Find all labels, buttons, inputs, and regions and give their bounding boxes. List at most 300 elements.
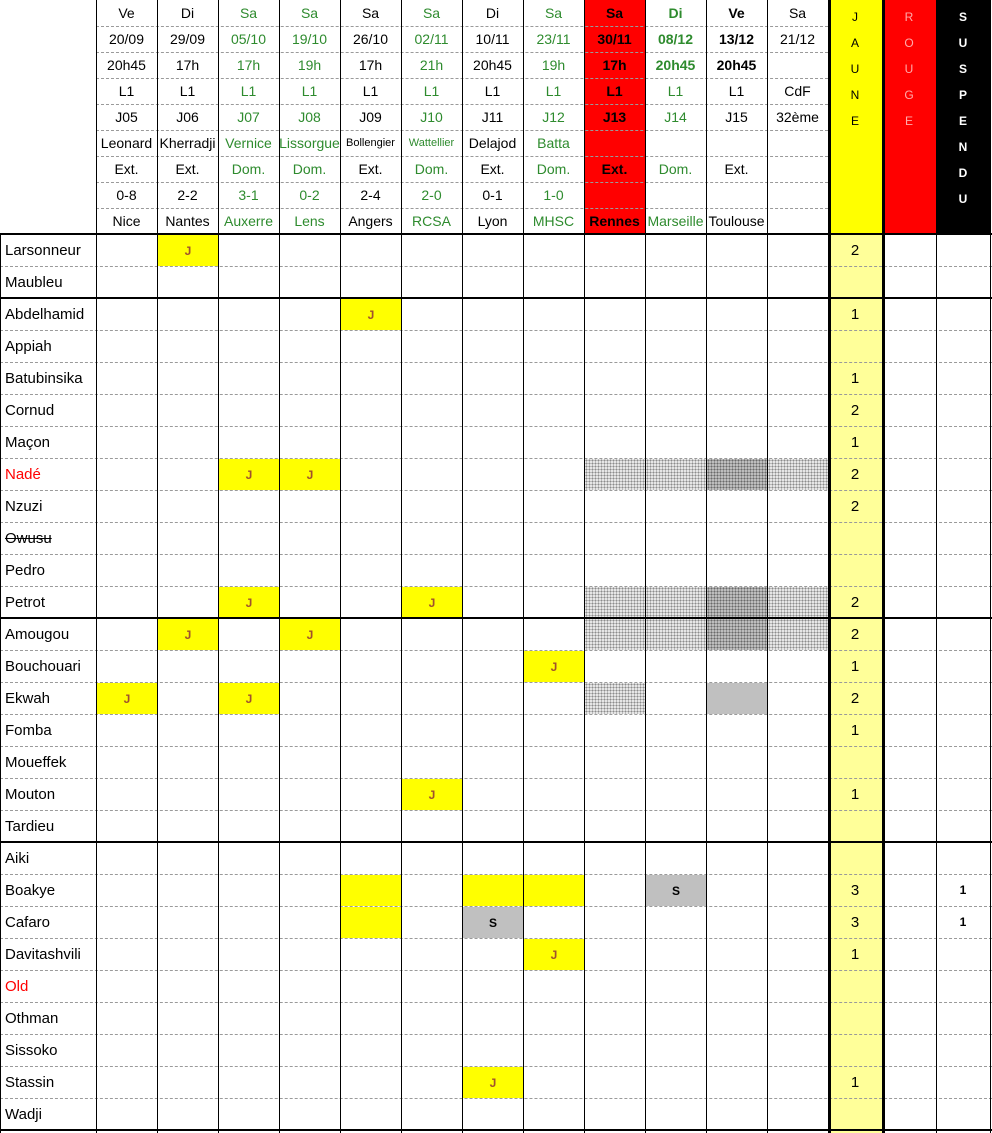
card-cell (768, 299, 828, 330)
card-cell (646, 555, 706, 586)
match-referee (767, 130, 828, 156)
card-cell (524, 779, 584, 810)
match-day: Ve (118, 5, 135, 21)
card-cell (707, 971, 767, 1002)
match-date: 29/09 (169, 31, 206, 47)
rouge-header-letter: G (904, 88, 914, 102)
card-cell (585, 555, 645, 586)
red-total (882, 586, 936, 618)
card-cell (219, 875, 279, 906)
grid-line (0, 1002, 992, 1003)
match-day: Sa (361, 5, 380, 21)
card-cell (280, 971, 340, 1002)
card-cell: J (219, 683, 279, 714)
match-day: Sa (605, 5, 624, 21)
card-cell (768, 459, 828, 490)
yellow-total (828, 810, 882, 842)
match-day: Sa (788, 5, 807, 21)
red-total (882, 490, 936, 522)
match-opponent: Toulouse (708, 213, 765, 229)
card-cell (707, 939, 767, 970)
suspension-total (936, 714, 990, 746)
player-name: Sissoko (5, 1041, 58, 1059)
card-cell (97, 619, 157, 650)
card-cell (158, 459, 218, 490)
card-cell (768, 1099, 828, 1130)
card-cell: J (97, 683, 157, 714)
card-cell (646, 747, 706, 778)
yellow-total: 1 (850, 305, 860, 323)
red-total (882, 714, 936, 746)
card-cell (402, 427, 462, 458)
match-day: Di (668, 5, 683, 21)
match-round: J10 (420, 109, 443, 125)
card-cell (402, 939, 462, 970)
match-time: 20h45 (107, 57, 146, 73)
card-cell (402, 811, 462, 842)
card-cell (768, 1003, 828, 1034)
match-comp: L1 (301, 83, 318, 99)
card-cell (97, 875, 157, 906)
card-cell (707, 523, 767, 554)
card-cell (341, 811, 401, 842)
match-venue: Ext. (358, 161, 383, 177)
card-cell (402, 1003, 462, 1034)
card-cell (707, 1035, 767, 1066)
match-referee: Delajod (468, 135, 517, 151)
card-cell: J (524, 651, 584, 682)
suspension-total (936, 618, 990, 650)
card-cell (524, 1099, 584, 1130)
card-cell (524, 747, 584, 778)
match-comp: L1 (667, 83, 684, 99)
card-cell: J (219, 459, 279, 490)
card-cell (585, 683, 645, 714)
card-cell (97, 779, 157, 810)
player-name: Old (5, 977, 29, 995)
match-round: J12 (542, 109, 565, 125)
card-cell (707, 651, 767, 682)
card-cell (524, 587, 584, 618)
suspension-total (936, 1098, 990, 1130)
card-cell (402, 363, 462, 394)
card-cell (768, 523, 828, 554)
card-cell (219, 1067, 279, 1098)
yellow-total (828, 970, 882, 1002)
card-cell (341, 1035, 401, 1066)
card-cell (97, 459, 157, 490)
card-cell (158, 875, 218, 906)
card-cell (768, 747, 828, 778)
grid-line (0, 938, 992, 939)
card-cell (707, 587, 767, 618)
suspension-total (936, 330, 990, 362)
card-cell (768, 395, 828, 426)
card-cell (646, 491, 706, 522)
suspension-total (936, 522, 990, 554)
yellow-total (828, 554, 882, 586)
card-cell (280, 523, 340, 554)
yellow-total (828, 1034, 882, 1066)
card-cell (707, 555, 767, 586)
card-cell (768, 843, 828, 874)
card-cell (707, 1099, 767, 1130)
card-cell (97, 811, 157, 842)
card-cell: J (219, 587, 279, 618)
card-cell (524, 267, 584, 298)
card-cell (646, 1067, 706, 1098)
card-cell (280, 715, 340, 746)
yellow-total (828, 330, 882, 362)
card-cell (646, 1099, 706, 1130)
red-total (882, 970, 936, 1002)
card-cell (158, 843, 218, 874)
yellow-total: 2 (850, 689, 860, 707)
suspension-total (936, 778, 990, 810)
match-referee: Lissorgue (279, 135, 340, 151)
card-cell (97, 235, 157, 266)
red-total (882, 330, 936, 362)
card-cell (646, 779, 706, 810)
card-cell (646, 939, 706, 970)
grid-line (0, 330, 992, 331)
card-cell (646, 1035, 706, 1066)
match-score: 2-2 (177, 187, 198, 203)
card-cell (280, 811, 340, 842)
jaune-header (828, 4, 882, 234)
suspension-total (936, 682, 990, 714)
match-time: 17h (358, 57, 383, 73)
card-cell (707, 299, 767, 330)
card-cell (585, 907, 645, 938)
card-cell (97, 747, 157, 778)
yellow-total: 2 (850, 593, 860, 611)
card-cell (341, 363, 401, 394)
card-cell (97, 427, 157, 458)
card-cell (524, 331, 584, 362)
card-cell (585, 843, 645, 874)
card-cell (280, 363, 340, 394)
card-cell (646, 683, 706, 714)
card-cell (158, 971, 218, 1002)
card-cell (341, 651, 401, 682)
card-cell (280, 1035, 340, 1066)
match-venue: Ext. (480, 161, 505, 177)
card-cell (402, 683, 462, 714)
card-cell (646, 715, 706, 746)
card-cell (341, 491, 401, 522)
card-cell (97, 395, 157, 426)
match-round: J07 (237, 109, 260, 125)
card-cell (219, 1099, 279, 1130)
card-cell (646, 619, 706, 650)
card-cell (97, 907, 157, 938)
card-cell (768, 619, 828, 650)
match-opponent: Lens (294, 213, 325, 229)
card-cell (402, 651, 462, 682)
suspension-total: 1 (959, 883, 967, 897)
card-cell (707, 683, 767, 714)
card-cell (402, 555, 462, 586)
match-day: Sa (300, 5, 319, 21)
card-cell (158, 427, 218, 458)
card-cell (402, 907, 462, 938)
player-name: Othman (5, 1009, 59, 1027)
match-opponent: RCSA (412, 213, 451, 229)
match-round: J06 (176, 109, 199, 125)
card-cell (707, 331, 767, 362)
grid-line (0, 810, 992, 811)
card-cell (646, 971, 706, 1002)
card-cell (463, 843, 523, 874)
card-cell (280, 747, 340, 778)
card-cell (463, 939, 523, 970)
match-referee: Bollengier (346, 137, 395, 149)
yellow-total: 2 (850, 401, 860, 419)
card-cell (402, 395, 462, 426)
card-cell (402, 235, 462, 266)
card-cell (646, 523, 706, 554)
match-opponent: Nantes (165, 213, 210, 229)
card-cell (463, 875, 523, 906)
card-cell (707, 491, 767, 522)
card-cell: J (463, 1067, 523, 1098)
card-cell (707, 907, 767, 938)
suspendu-header (936, 4, 990, 234)
card-cell (97, 555, 157, 586)
yellow-total: 1 (850, 1073, 860, 1091)
card-cell (524, 427, 584, 458)
card-cell (768, 587, 828, 618)
rouge-header-letter: R (904, 10, 914, 24)
grid-line (0, 1034, 992, 1035)
card-cell: J (158, 619, 218, 650)
player-name: Nzuzi (5, 497, 43, 515)
suspension-total (936, 810, 990, 842)
suspendu-header-letter: U (958, 192, 968, 206)
card-cell (463, 523, 523, 554)
card-cell (646, 811, 706, 842)
yellow-total: 1 (850, 945, 860, 963)
card-cell (402, 843, 462, 874)
player-name: Abdelhamid (5, 305, 85, 323)
card-cell (768, 939, 828, 970)
match-time: 20h45 (473, 57, 512, 73)
column-divider (157, 0, 158, 1133)
card-cell (463, 811, 523, 842)
column-divider (990, 0, 991, 1133)
card-cell (524, 619, 584, 650)
red-total (882, 874, 936, 906)
yellow-total: 2 (850, 625, 860, 643)
card-cell (219, 843, 279, 874)
card-cell (158, 715, 218, 746)
grid-line (0, 906, 992, 907)
match-venue: Dom. (231, 161, 266, 177)
card-cell (280, 427, 340, 458)
match-round: J05 (115, 109, 138, 125)
card-cell (97, 1003, 157, 1034)
card-cell (463, 267, 523, 298)
card-cell (646, 587, 706, 618)
card-cell (463, 1003, 523, 1034)
card-cell (463, 331, 523, 362)
match-date: 05/10 (230, 31, 267, 47)
yellow-total: 1 (850, 433, 860, 451)
grid-line (0, 490, 992, 491)
match-venue: Dom. (292, 161, 327, 177)
card-cell (341, 267, 401, 298)
card-cell (707, 747, 767, 778)
card-cell (402, 299, 462, 330)
card-cell: J (158, 235, 218, 266)
card-cell (646, 267, 706, 298)
card-cell (219, 1035, 279, 1066)
column-divider (767, 0, 768, 1133)
match-round: J15 (725, 109, 748, 125)
suspendu-header-letter: U (958, 36, 968, 50)
card-cell (463, 427, 523, 458)
card-cell (402, 459, 462, 490)
card-cell (280, 395, 340, 426)
card-cell (463, 779, 523, 810)
player-name: Ekwah (5, 689, 51, 707)
grid-line (0, 266, 992, 267)
card-cell (768, 651, 828, 682)
suspension-total (936, 394, 990, 426)
red-total (882, 234, 936, 266)
card-cell (707, 715, 767, 746)
red-total (882, 266, 936, 298)
card-cell (524, 555, 584, 586)
rouge-header-letter: O (904, 36, 914, 50)
card-cell (280, 939, 340, 970)
player-name: Stassin (5, 1073, 55, 1091)
card-cell (463, 587, 523, 618)
player-name: Maçon (5, 433, 51, 451)
grid-line (0, 650, 992, 651)
suspension-total (936, 842, 990, 874)
card-cell (97, 491, 157, 522)
card-cell (768, 715, 828, 746)
card-cell (463, 491, 523, 522)
column-divider (218, 0, 219, 1133)
grid-line (0, 746, 992, 747)
suspension-total (936, 970, 990, 1002)
player-name: Amougou (5, 625, 70, 643)
card-cell (280, 1067, 340, 1098)
card-cell (707, 363, 767, 394)
grid-line (0, 1066, 992, 1067)
card-cell: J (402, 587, 462, 618)
red-total (882, 1098, 936, 1130)
card-cell (585, 875, 645, 906)
card-cell (646, 843, 706, 874)
player-name: Cafaro (5, 913, 51, 931)
match-opponent: Angers (348, 213, 393, 229)
card-cell (219, 811, 279, 842)
red-total (882, 650, 936, 682)
suspension-total (936, 1066, 990, 1098)
card-cell (341, 459, 401, 490)
card-cell (463, 235, 523, 266)
suspendu-header-letter: S (958, 62, 967, 76)
card-cell: S (463, 907, 523, 938)
card-cell (585, 939, 645, 970)
card-cell (280, 555, 340, 586)
card-cell (341, 1003, 401, 1034)
card-cell (158, 651, 218, 682)
card-cell (524, 683, 584, 714)
match-time: 19h (297, 57, 322, 73)
card-cell (463, 1035, 523, 1066)
card-cell (280, 651, 340, 682)
suspendu-header-letter: S (958, 10, 967, 24)
suspension-total (936, 298, 990, 330)
card-cell (524, 363, 584, 394)
card-cell (585, 779, 645, 810)
card-cell (768, 875, 828, 906)
card-cell (219, 651, 279, 682)
card-cell (97, 523, 157, 554)
card-cell (97, 715, 157, 746)
card-cell (280, 491, 340, 522)
card-cell (280, 267, 340, 298)
card-cell (341, 395, 401, 426)
column-divider (645, 0, 646, 1133)
match-date: 26/10 (352, 31, 389, 47)
match-round: J13 (602, 109, 627, 125)
card-cell (768, 971, 828, 1002)
card-cell (219, 971, 279, 1002)
card-cell (585, 331, 645, 362)
card-cell (463, 299, 523, 330)
player-name: Boakye (5, 881, 56, 899)
red-total (882, 394, 936, 426)
match-comp: L1 (179, 83, 196, 99)
card-cell (219, 235, 279, 266)
card-cell (341, 555, 401, 586)
match-day: Sa (422, 5, 441, 21)
card-cell (280, 1099, 340, 1130)
card-cell (646, 235, 706, 266)
card-cell (768, 683, 828, 714)
card-cell (341, 875, 401, 906)
match-venue: Dom. (414, 161, 449, 177)
card-cell (280, 907, 340, 938)
card-cell (219, 491, 279, 522)
player-name: Petrot (5, 593, 46, 611)
card-cell (280, 235, 340, 266)
card-cell (97, 971, 157, 1002)
grid-line (0, 970, 992, 971)
match-score (584, 182, 645, 208)
red-total (882, 554, 936, 586)
grid-line (0, 362, 992, 363)
card-cell (97, 587, 157, 618)
column-divider (279, 0, 280, 1133)
card-cell (524, 395, 584, 426)
match-day: Di (485, 5, 500, 21)
card-cell (463, 395, 523, 426)
card-cell (158, 523, 218, 554)
card-cell (219, 747, 279, 778)
card-cell (768, 555, 828, 586)
jaune-header-letter: U (850, 62, 860, 76)
grid-line (0, 554, 992, 555)
column-divider (523, 0, 524, 1133)
match-day: Ve (728, 5, 745, 21)
